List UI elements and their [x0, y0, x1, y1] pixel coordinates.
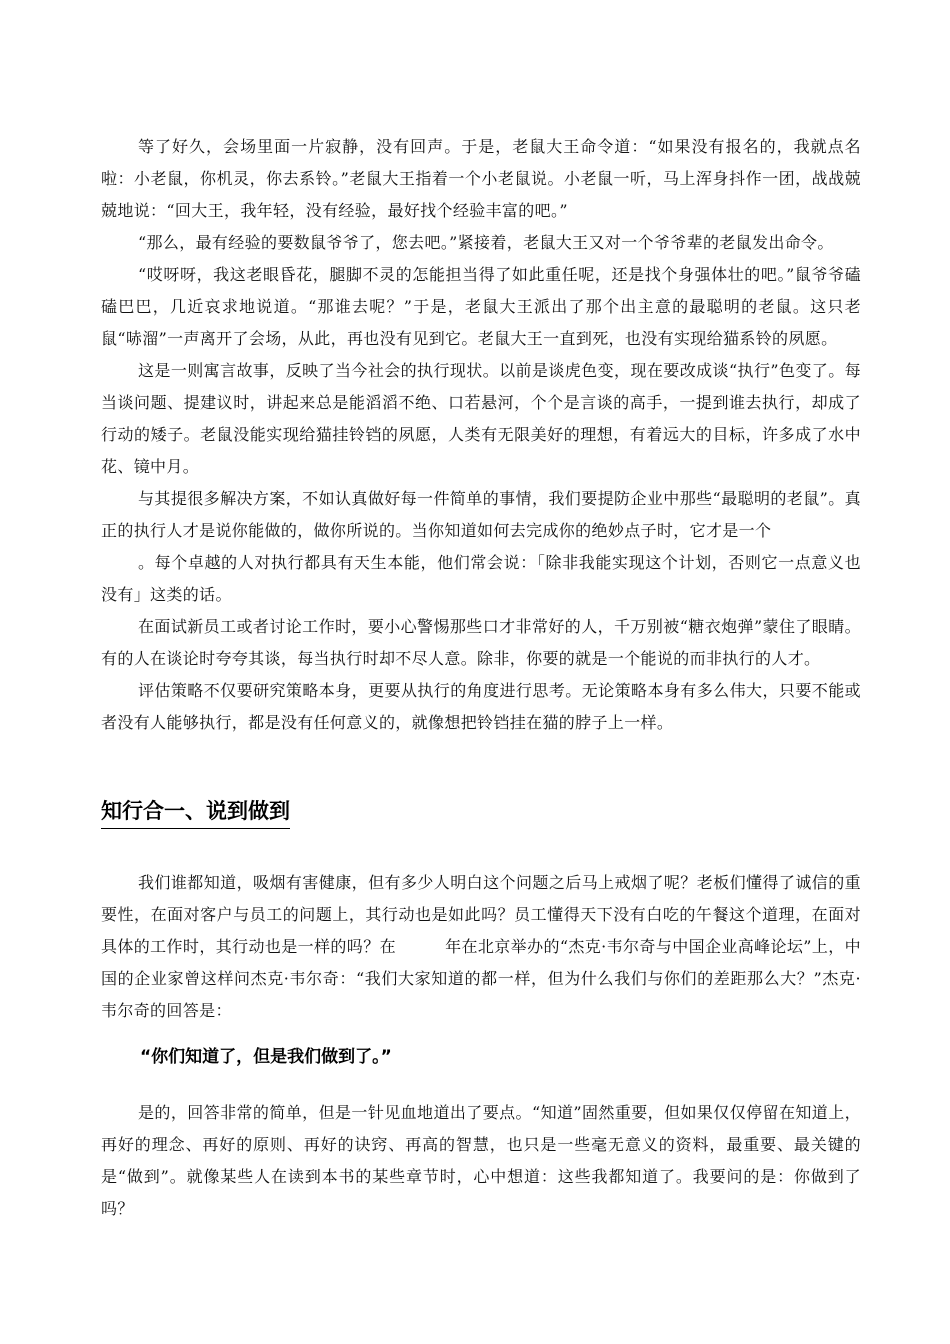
paragraph: 这是一则寓言故事，反映了当今社会的执行现状。以前是谈虎色变，现在要改成谈“执行”色变了。每当谈问题、提建议时，讲起来总是能滔滔不绝、口若悬河，个个是言谈的高手，一提到谁去执行，却成了行动的矮子。老鼠没能实现给猫挂铃铛的夙愿，人类有无限美好的理想，有着远大的目标，许多成了水中花、镜中月。: [101, 361, 861, 476]
paragraph: 与其提很多解决方案，不如认真做好每一件简单的事情，我们要提防企业中那些“最聪明的老鼠”。真正的执行人才是说你能做的，做你所说的。当你知道如何去完成你的绝妙点子时，它才是一个: [101, 489, 861, 540]
section-heading: 知行合一、说到做到: [101, 797, 290, 829]
paragraph: 等了好久，会场里面一片寂静，没有回声。于是，老鼠大王命令道：“如果没有报名的，我就点名啦：小老鼠，你机灵，你去系铃。”老鼠大王指着一个小老鼠说。小老鼠一听，马上浑身抖作一团，战战兢兢地说：“回大王，我年轻，没有经验，最好找个经验丰富的吧。”: [101, 137, 861, 220]
paragraph: 评估策略不仅要研究策略本身，更要从执行的角度进行思考。无论策略本身有多么伟大，只要不能或者没有人能够执行，都是没有任何意义的，就像想把铃铛挂在猫的脖子上一样。: [101, 681, 861, 732]
paragraph: “哎呀呀，我这老眼昏花，腿脚不灵的怎能担当得了如此重任呢，还是找个身强体壮的吧。”鼠爷爷磕磕巴巴，几近哀求地说道。“那谁去呢？”于是，老鼠大王派出了那个出主意的最聪明的老鼠。这只老鼠“哧溜”一声离开了会场，从此，再也没有见到它。老鼠大王一直到死，也没有实现给猫系铃的夙愿。: [101, 265, 861, 348]
conclusion-section: [101, 1097, 861, 1225]
paragraph: 。每个卓越的人对执行都具有天生本能，他们常会说：「除非我能实现这个计划，否则它一点意义也没有」这类的话。: [101, 553, 861, 604]
paragraph: 是的，回答非常的简单，但是一针见血地道出了要点。“知道”固然重要，但如果仅仅停留在知道上，再好的理念、再好的原则、再好的诀窍、再高的智慧，也只是一些毫无意义的资料，最重要、最关键的是“做到”。就像某些人在读到本书的某些章节时，心中想道：这些我都知道了。我要问的是：你做到了吗？: [101, 1103, 861, 1218]
paragraph: 我们谁都知道，吸烟有害健康，但有多少人明白这个问题之后马上戒烟了呢？老板们懂得了诚信的重要性，在面对客户与员工的问题上，其行动也是如此吗？员工懂得天下没有白吃的午餐这个道理，在面对具体的工作时，其行动也是一样的吗？在 年在北京举办的“杰克·韦尔奇与中国企业高峰论坛”上，中国的企业家曾这样问杰克·韦尔奇：“我们大家知道的都一样，但为什么我们与你们的差距那么大？”杰克·韦尔奇的回答是：: [101, 873, 861, 1020]
paragraph: 在面试新员工或者讨论工作时，要小心警惕那些口才非常好的人，千万别被“糖衣炮弹”蒙住了眼睛。有的人在谈论时夸夸其谈，每当执行时却不尽人意。除非，你要的就是一个能说的而非执行的人才。: [101, 617, 861, 668]
quote: “你们知道了，但是我们做到了。”: [140, 1047, 392, 1067]
paragraph: “那么，最有经验的要数鼠爷爷了，您去吧。”紧接着，老鼠大王又对一个爷爷辈的老鼠发出命令。: [138, 233, 834, 252]
intro-section: [101, 867, 861, 1027]
story-section: [101, 131, 861, 739]
